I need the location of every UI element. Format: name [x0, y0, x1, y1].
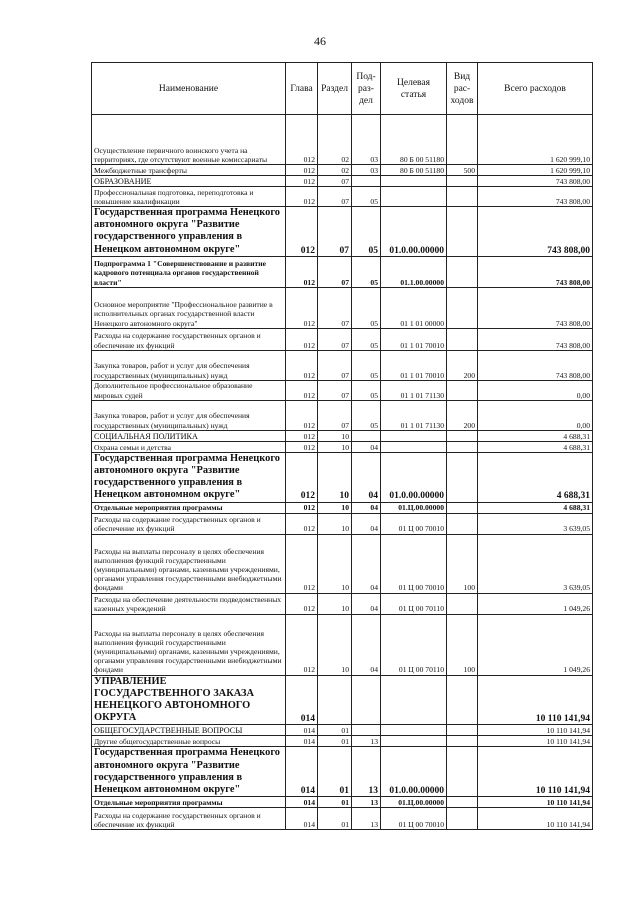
header-target: Целевая статья [381, 63, 447, 115]
cell-section: 02 [318, 115, 352, 165]
cell-type [447, 797, 478, 808]
cell-subsection: 05 [352, 256, 381, 287]
cell-name: Подпрограмма 1 "Совершенствование и развитие кадрового потенциала органов государственной власти" [92, 256, 286, 287]
cell-subsection: 04 [352, 441, 381, 452]
cell-section: 07 [318, 380, 352, 400]
page-number: 46 [314, 34, 326, 48]
cell-chapter: 014 [286, 675, 318, 725]
cell-section: 02 [318, 165, 352, 176]
header-section: Раздел [318, 63, 352, 115]
cell-total: 10 110 141,94 [478, 725, 593, 736]
cell-chapter: 012 [286, 207, 318, 257]
table-row [92, 808, 593, 830]
table-row [92, 593, 593, 614]
table-row [92, 441, 593, 452]
cell-total: 10 110 141,94 [478, 736, 593, 747]
cell-subsection [352, 430, 381, 441]
cell-type [447, 452, 478, 502]
cell-subsection: 03 [352, 115, 381, 165]
cell-subsection: 13 [352, 747, 381, 797]
table-header-row [92, 63, 593, 115]
cell-total: 743 808,00 [478, 328, 593, 350]
cell-section: 10 [318, 614, 352, 675]
table-row [92, 430, 593, 441]
cell-chapter: 014 [286, 747, 318, 797]
cell-section: 07 [318, 176, 352, 187]
cell-target: 80 Б 00 51180 [381, 115, 447, 165]
table-row [92, 614, 593, 675]
cell-section: 07 [318, 256, 352, 287]
cell-type: 500 [447, 165, 478, 176]
cell-section: 10 [318, 513, 352, 534]
table-row [92, 797, 593, 808]
cell-target: 80 Б 00 51180 [381, 165, 447, 176]
cell-name: Осуществление первичного воинского учета на территориях, где отсутствуют военные комиссариаты [92, 115, 286, 165]
cell-name: Государственная программа Ненецкого автономного округа "Развитие государственного управления в Ненецком автономном округе" [92, 747, 286, 797]
cell-subsection: 04 [352, 614, 381, 675]
cell-section: 01 [318, 736, 352, 747]
cell-section: 10 [318, 441, 352, 452]
cell-total: 743 808,00 [478, 256, 593, 287]
cell-name: Закупка товаров, работ и услуг для обеспечения государственных (муниципальных) нужд [92, 400, 286, 430]
table-row [92, 207, 593, 257]
cell-target: 01 Ц 00 70010 [381, 513, 447, 534]
cell-chapter: 012 [286, 513, 318, 534]
cell-target [381, 441, 447, 452]
table-row [92, 350, 593, 380]
cell-name: Профессиональная подготовка, переподготовка и повышение квалификации [92, 187, 286, 207]
cell-chapter: 014 [286, 808, 318, 830]
header-chapter: Глава [286, 63, 318, 115]
cell-total: 743 808,00 [478, 287, 593, 328]
cell-chapter: 012 [286, 502, 318, 513]
cell-section: 07 [318, 328, 352, 350]
cell-target [381, 430, 447, 441]
cell-name: Расходы на выплаты персоналу в целях обеспечения выполнения функций государственными (муниципальными) органами, казенными учреждениями, органами управления государственными внебюджетными фондами [92, 614, 286, 675]
cell-name: Межбюджетные трансферты [92, 165, 286, 176]
cell-section [318, 675, 352, 725]
cell-section: 07 [318, 350, 352, 380]
cell-total: 10 110 141,94 [478, 675, 593, 725]
cell-name: Отдельные мероприятия программы [92, 502, 286, 513]
cell-chapter: 014 [286, 797, 318, 808]
cell-target: 01 1 01 71130 [381, 380, 447, 400]
cell-name: Государственная программа Ненецкого автономного округа "Развитие государственного управления в Ненецком автономном округе" [92, 207, 286, 257]
cell-chapter: 012 [286, 287, 318, 328]
cell-section: 01 [318, 808, 352, 830]
cell-subsection: 04 [352, 534, 381, 593]
cell-subsection: 05 [352, 287, 381, 328]
cell-type [447, 287, 478, 328]
cell-chapter: 012 [286, 400, 318, 430]
cell-section: 10 [318, 452, 352, 502]
cell-subsection: 05 [352, 350, 381, 380]
cell-target: 01 Ц 00 70010 [381, 808, 447, 830]
cell-type [447, 256, 478, 287]
cell-section: 07 [318, 287, 352, 328]
cell-type [447, 736, 478, 747]
cell-subsection: 04 [352, 513, 381, 534]
cell-section: 10 [318, 502, 352, 513]
cell-subsection: 13 [352, 797, 381, 808]
cell-target: 01 1 01 70010 [381, 350, 447, 380]
cell-type [447, 725, 478, 736]
cell-subsection: 13 [352, 808, 381, 830]
budget-table [91, 62, 593, 830]
cell-name: Расходы на содержание государственных органов и обеспечение их функций [92, 513, 286, 534]
cell-section: 01 [318, 797, 352, 808]
cell-target: 01 Ц 00 70110 [381, 614, 447, 675]
cell-name: Закупка товаров, работ и услуг для обеспечения государственных (муниципальных) нужд [92, 350, 286, 380]
cell-section: 07 [318, 400, 352, 430]
cell-subsection: 05 [352, 328, 381, 350]
cell-target: 01 1 01 70010 [381, 328, 447, 350]
cell-type [447, 441, 478, 452]
cell-subsection [352, 675, 381, 725]
cell-section: 10 [318, 430, 352, 441]
cell-subsection: 13 [352, 736, 381, 747]
cell-subsection: 05 [352, 380, 381, 400]
cell-type: 200 [447, 400, 478, 430]
cell-total: 1 049,26 [478, 593, 593, 614]
table-row [92, 187, 593, 207]
cell-subsection: 05 [352, 400, 381, 430]
cell-target: 01.0.00.00000 [381, 207, 447, 257]
table-row [92, 675, 593, 725]
cell-type [447, 187, 478, 207]
header-type: Вид рас- ходов [447, 63, 478, 115]
cell-section: 10 [318, 593, 352, 614]
cell-type [447, 207, 478, 257]
cell-subsection: 03 [352, 165, 381, 176]
cell-target: 01.Ц.00.00000 [381, 502, 447, 513]
cell-chapter: 012 [286, 534, 318, 593]
table-body [92, 115, 593, 830]
header-subsection: Под- раз- дел [352, 63, 381, 115]
cell-total: 743 808,00 [478, 176, 593, 187]
cell-subsection: 04 [352, 452, 381, 502]
cell-target: 01.0.00.00000 [381, 747, 447, 797]
cell-subsection: 05 [352, 207, 381, 257]
cell-section: 10 [318, 534, 352, 593]
cell-target [381, 176, 447, 187]
cell-chapter: 014 [286, 736, 318, 747]
cell-chapter: 012 [286, 614, 318, 675]
cell-name: Другие общегосударственные вопросы [92, 736, 286, 747]
cell-section: 07 [318, 207, 352, 257]
cell-section: 07 [318, 187, 352, 207]
cell-name: Дополнительное профессиональное образование мировых судей [92, 380, 286, 400]
cell-target: 01 1 01 71130 [381, 400, 447, 430]
table-row [92, 287, 593, 328]
table-row [92, 380, 593, 400]
cell-total: 0,00 [478, 400, 593, 430]
table-row [92, 165, 593, 176]
cell-target: 01 Ц 00 70110 [381, 593, 447, 614]
header-total: Всего расходов [478, 63, 593, 115]
cell-subsection [352, 176, 381, 187]
cell-chapter: 012 [286, 328, 318, 350]
cell-total: 4 688,31 [478, 502, 593, 513]
cell-name: СОЦИАЛЬНАЯ ПОЛИТИКА [92, 430, 286, 441]
cell-total: 10 110 141,94 [478, 747, 593, 797]
table-row [92, 736, 593, 747]
header-name: Наименование [92, 63, 286, 115]
cell-type [447, 747, 478, 797]
cell-total: 1 049,26 [478, 614, 593, 675]
cell-target [381, 187, 447, 207]
cell-type [447, 176, 478, 187]
cell-name: УПРАВЛЕНИЕ ГОСУДАРСТВЕННОГО ЗАКАЗА НЕНЕЦКОГО АВТОНОМНОГО ОКРУГА [92, 675, 286, 725]
cell-target: 01.1.00.00000 [381, 256, 447, 287]
cell-target: 01 Ц 00 70010 [381, 534, 447, 593]
cell-name: Государственная программа Ненецкого автономного округа "Развитие государственного управления в Ненецком автономном округе" [92, 452, 286, 502]
cell-target [381, 725, 447, 736]
cell-type [447, 675, 478, 725]
cell-type: 100 [447, 614, 478, 675]
cell-chapter: 012 [286, 165, 318, 176]
cell-subsection [352, 725, 381, 736]
table-row [92, 452, 593, 502]
cell-name: Расходы на содержание государственных органов и обеспечение их функций [92, 808, 286, 830]
cell-name: Основное мероприятие "Профессиональное развитие в исполнительных органах государственной власти Ненецкого автономного округа" [92, 287, 286, 328]
table-row [92, 747, 593, 797]
cell-chapter: 012 [286, 593, 318, 614]
cell-target: 01.Ц.00.00000 [381, 797, 447, 808]
cell-chapter: 012 [286, 380, 318, 400]
cell-name: ОБРАЗОВАНИЕ [92, 176, 286, 187]
cell-name: Охрана семьи и детства [92, 441, 286, 452]
cell-total: 4 688,31 [478, 430, 593, 441]
cell-type [447, 380, 478, 400]
cell-total: 743 808,00 [478, 350, 593, 380]
cell-chapter: 012 [286, 430, 318, 441]
cell-name: Отдельные мероприятия программы [92, 797, 286, 808]
cell-target: 01 1 01 00000 [381, 287, 447, 328]
cell-total: 3 639,05 [478, 513, 593, 534]
cell-chapter: 012 [286, 441, 318, 452]
cell-chapter: 012 [286, 350, 318, 380]
table-row [92, 513, 593, 534]
cell-total: 10 110 141,94 [478, 797, 593, 808]
cell-subsection: 04 [352, 502, 381, 513]
table-row [92, 176, 593, 187]
table-row [92, 115, 593, 165]
cell-type [447, 115, 478, 165]
cell-subsection: 05 [352, 187, 381, 207]
table-row [92, 256, 593, 287]
cell-section: 01 [318, 747, 352, 797]
cell-total: 1 620 999,10 [478, 115, 593, 165]
cell-name: Расходы на содержание государственных органов и обеспечение их функций [92, 328, 286, 350]
cell-total: 743 808,00 [478, 187, 593, 207]
cell-name: Расходы на выплаты персоналу в целях обеспечения выполнения функций государственными (муниципальными) органами, казенными учреждениями, органами управления государственными внебюджетными фондами [92, 534, 286, 593]
cell-chapter: 012 [286, 187, 318, 207]
table-row [92, 328, 593, 350]
cell-subsection: 04 [352, 593, 381, 614]
cell-target [381, 675, 447, 725]
cell-chapter: 012 [286, 452, 318, 502]
cell-target [381, 736, 447, 747]
cell-total: 10 110 141,94 [478, 808, 593, 830]
table-row [92, 534, 593, 593]
cell-total: 1 620 999,10 [478, 165, 593, 176]
cell-type [447, 808, 478, 830]
cell-chapter: 014 [286, 725, 318, 736]
table-row [92, 502, 593, 513]
cell-type [447, 593, 478, 614]
table-row [92, 400, 593, 430]
cell-name: ОБЩЕГОСУДАРСТВЕННЫЕ ВОПРОСЫ [92, 725, 286, 736]
cell-type [447, 502, 478, 513]
cell-chapter: 012 [286, 176, 318, 187]
cell-total: 0,00 [478, 380, 593, 400]
cell-total: 3 639,05 [478, 534, 593, 593]
cell-section: 01 [318, 725, 352, 736]
cell-total: 4 688,31 [478, 452, 593, 502]
cell-type: 200 [447, 350, 478, 380]
cell-type: 100 [447, 534, 478, 593]
cell-total: 743 808,00 [478, 207, 593, 257]
cell-total: 4 688,31 [478, 441, 593, 452]
cell-chapter: 012 [286, 115, 318, 165]
cell-type [447, 328, 478, 350]
cell-type [447, 430, 478, 441]
cell-target: 01.0.00.00000 [381, 452, 447, 502]
cell-name: Расходы на обеспечение деятельности подведомственных казенных учреждений [92, 593, 286, 614]
cell-chapter: 012 [286, 256, 318, 287]
cell-type [447, 513, 478, 534]
table-row [92, 725, 593, 736]
